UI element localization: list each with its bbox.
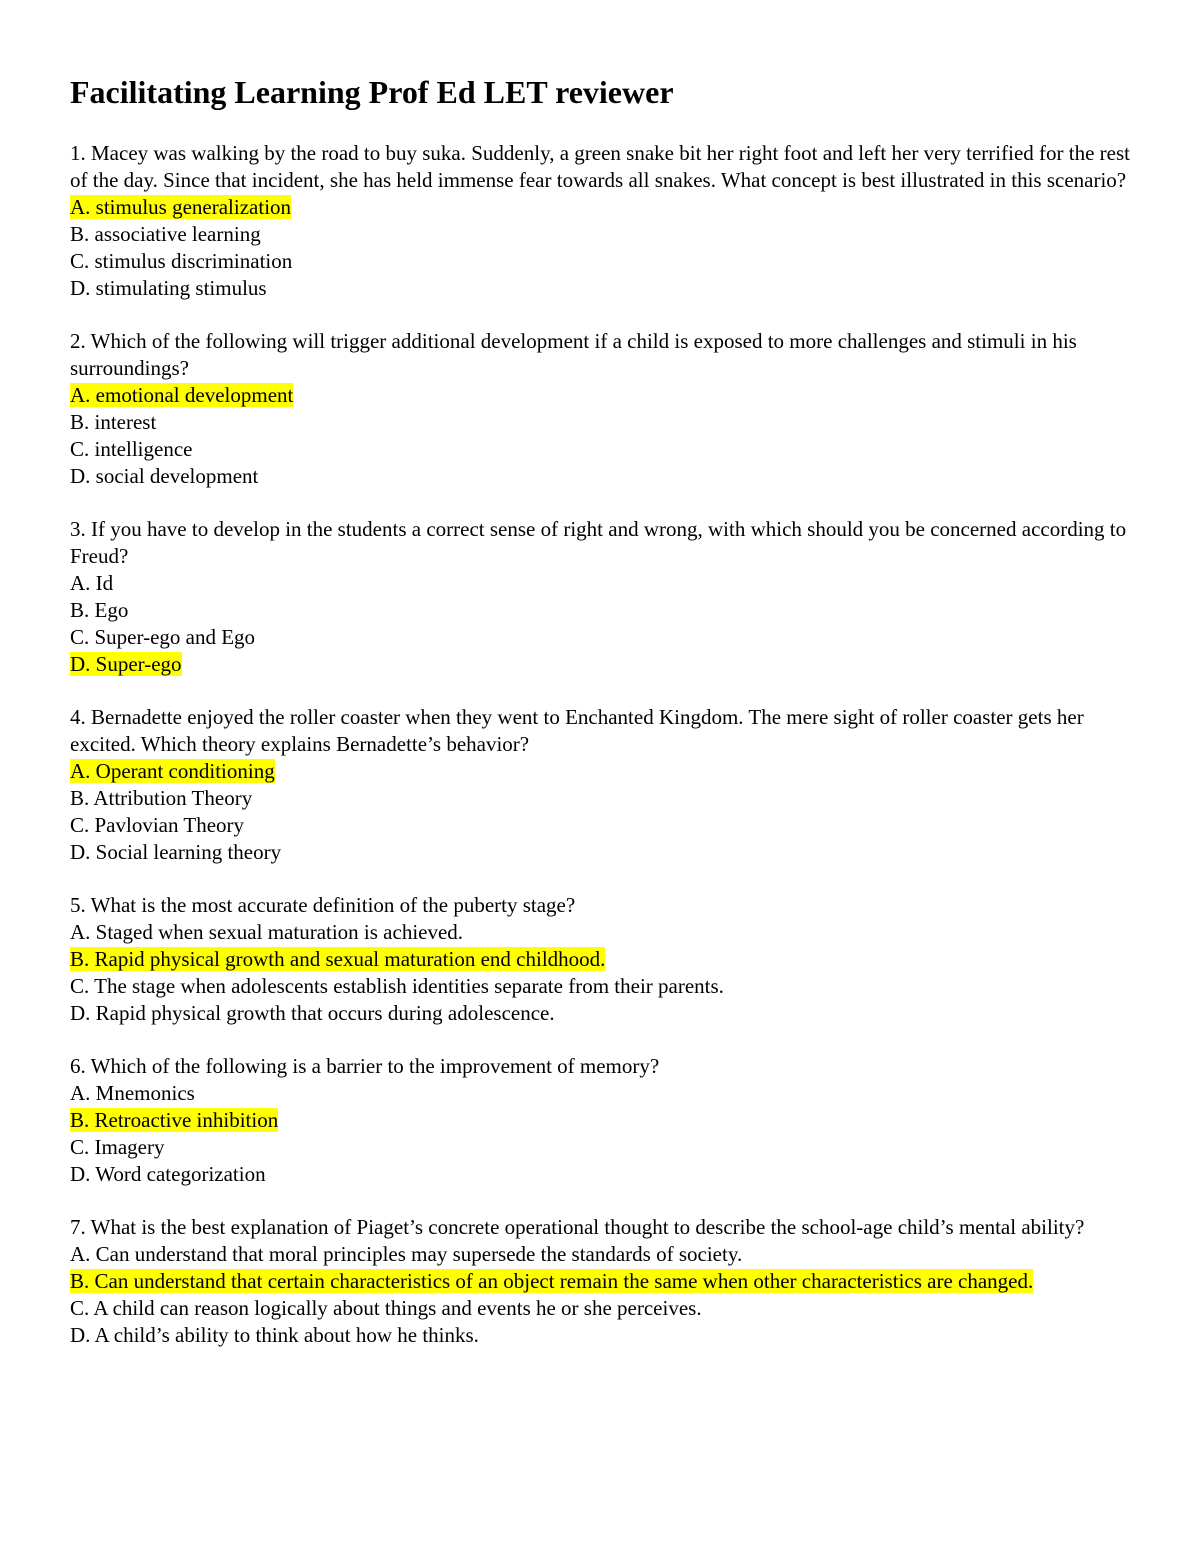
highlighted-answer-text: A. emotional development bbox=[70, 383, 294, 407]
answer-option bbox=[70, 436, 1140, 463]
answer-text: D. Word categorization bbox=[70, 1162, 266, 1186]
answer-option bbox=[70, 248, 1140, 275]
answer-text: D. Rapid physical growth that occurs during adolescence. bbox=[70, 1001, 555, 1025]
answer-option bbox=[70, 1134, 1140, 1161]
answer-text: C. A child can reason logically about things and events he or she perceives. bbox=[70, 1296, 702, 1320]
answer-text: B. Attribution Theory bbox=[70, 786, 253, 810]
answer-options bbox=[70, 1241, 1140, 1349]
answer-option bbox=[70, 839, 1140, 866]
highlighted-answer-text: B. Retroactive inhibition bbox=[70, 1108, 279, 1132]
answer-text: A. Staged when sexual maturation is achieved. bbox=[70, 920, 464, 944]
question-block bbox=[70, 892, 1140, 1027]
question-text: 6. Which of the following is a barrier to the improvement of memory? bbox=[70, 1054, 660, 1078]
answer-text: C. intelligence bbox=[70, 437, 193, 461]
answer-options bbox=[70, 570, 1140, 678]
answer-option bbox=[70, 812, 1140, 839]
answer-option bbox=[70, 1241, 1140, 1268]
answer-option-correct bbox=[70, 1107, 1140, 1134]
answer-option bbox=[70, 1000, 1140, 1027]
highlighted-answer-text: A. stimulus generalization bbox=[70, 195, 292, 219]
answer-option-correct bbox=[70, 1268, 1140, 1295]
answer-option bbox=[70, 1322, 1140, 1349]
answer-option bbox=[70, 597, 1140, 624]
answer-option bbox=[70, 409, 1140, 436]
question-block bbox=[70, 1214, 1140, 1349]
answer-option-correct bbox=[70, 194, 1140, 221]
answer-option bbox=[70, 973, 1140, 1000]
answer-text: C. Super-ego and Ego bbox=[70, 625, 256, 649]
answer-option bbox=[70, 570, 1140, 597]
answer-text: C. stimulus discrimination bbox=[70, 249, 293, 273]
answer-option bbox=[70, 624, 1140, 651]
answer-option-correct bbox=[70, 758, 1140, 785]
highlighted-answer-text: A. Operant conditioning bbox=[70, 759, 275, 783]
answer-option bbox=[70, 919, 1140, 946]
answer-option bbox=[70, 1295, 1140, 1322]
answer-options bbox=[70, 1080, 1140, 1188]
answer-text: C. Pavlovian Theory bbox=[70, 813, 245, 837]
question-text: 7. What is the best explanation of Piaget’s concrete operational thought to describe the school-age child’s mental ability? bbox=[70, 1215, 1085, 1239]
answer-text: D. social development bbox=[70, 464, 259, 488]
answer-text: A. Id bbox=[70, 571, 114, 595]
question-text: 2. Which of the following will trigger additional development if a child is exposed to more challenges and stimuli in his surroundings? bbox=[70, 329, 1077, 380]
question-block bbox=[70, 516, 1140, 678]
answer-option bbox=[70, 275, 1140, 302]
answer-text: C. Imagery bbox=[70, 1135, 165, 1159]
answer-text: B. associative learning bbox=[70, 222, 261, 246]
answer-text: D. stimulating stimulus bbox=[70, 276, 267, 300]
answer-options bbox=[70, 919, 1140, 1027]
answer-text: B. interest bbox=[70, 410, 157, 434]
answer-options bbox=[70, 758, 1140, 866]
highlighted-answer-text: B. Can understand that certain characteristics of an object remain the same when other characteristics are changed. bbox=[70, 1269, 1034, 1293]
question-list bbox=[70, 140, 1140, 1349]
highlighted-answer-text: B. Rapid physical growth and sexual maturation end childhood. bbox=[70, 947, 606, 971]
document-title: Facilitating Learning Prof Ed LET reviewer bbox=[70, 74, 674, 110]
answer-text: D. Social learning theory bbox=[70, 840, 282, 864]
answer-option bbox=[70, 1080, 1140, 1107]
answer-option bbox=[70, 1161, 1140, 1188]
answer-option bbox=[70, 785, 1140, 812]
question-text: 4. Bernadette enjoyed the roller coaster when they went to Enchanted Kingdom. The mere sight of roller coaster gets her excited. Which theory explains Bernadette’s behavior? bbox=[70, 705, 1084, 756]
question-text: 5. What is the most accurate definition of the puberty stage? bbox=[70, 893, 576, 917]
answer-options bbox=[70, 382, 1140, 490]
question-text: 3. If you have to develop in the students a correct sense of right and wrong, with which should you be concerned according to Freud? bbox=[70, 517, 1127, 568]
highlighted-answer-text: D. Super-ego bbox=[70, 652, 182, 676]
answer-text: C. The stage when adolescents establish identities separate from their parents. bbox=[70, 974, 724, 998]
answer-text: D. A child’s ability to think about how he thinks. bbox=[70, 1323, 479, 1347]
question-block bbox=[70, 704, 1140, 866]
answer-option-correct bbox=[70, 651, 1140, 678]
question-block bbox=[70, 1053, 1140, 1188]
question-text: 1. Macey was walking by the road to buy suka. Suddenly, a green snake bit her right foot and left her very terrified for the rest of the day. Since that incident, she has held immense fear towards all snakes. What concept is best illustrated in this scenario? bbox=[70, 141, 1130, 192]
answer-text: B. Ego bbox=[70, 598, 129, 622]
answer-text: A. Can understand that moral principles may supersede the standards of society. bbox=[70, 1242, 743, 1266]
answer-option bbox=[70, 221, 1140, 248]
answer-options bbox=[70, 194, 1140, 302]
document-page bbox=[70, 72, 1140, 1375]
answer-option-correct bbox=[70, 382, 1140, 409]
question-block bbox=[70, 328, 1140, 490]
answer-option bbox=[70, 463, 1140, 490]
answer-option-correct bbox=[70, 946, 1140, 973]
answer-text: A. Mnemonics bbox=[70, 1081, 195, 1105]
question-block bbox=[70, 140, 1140, 302]
